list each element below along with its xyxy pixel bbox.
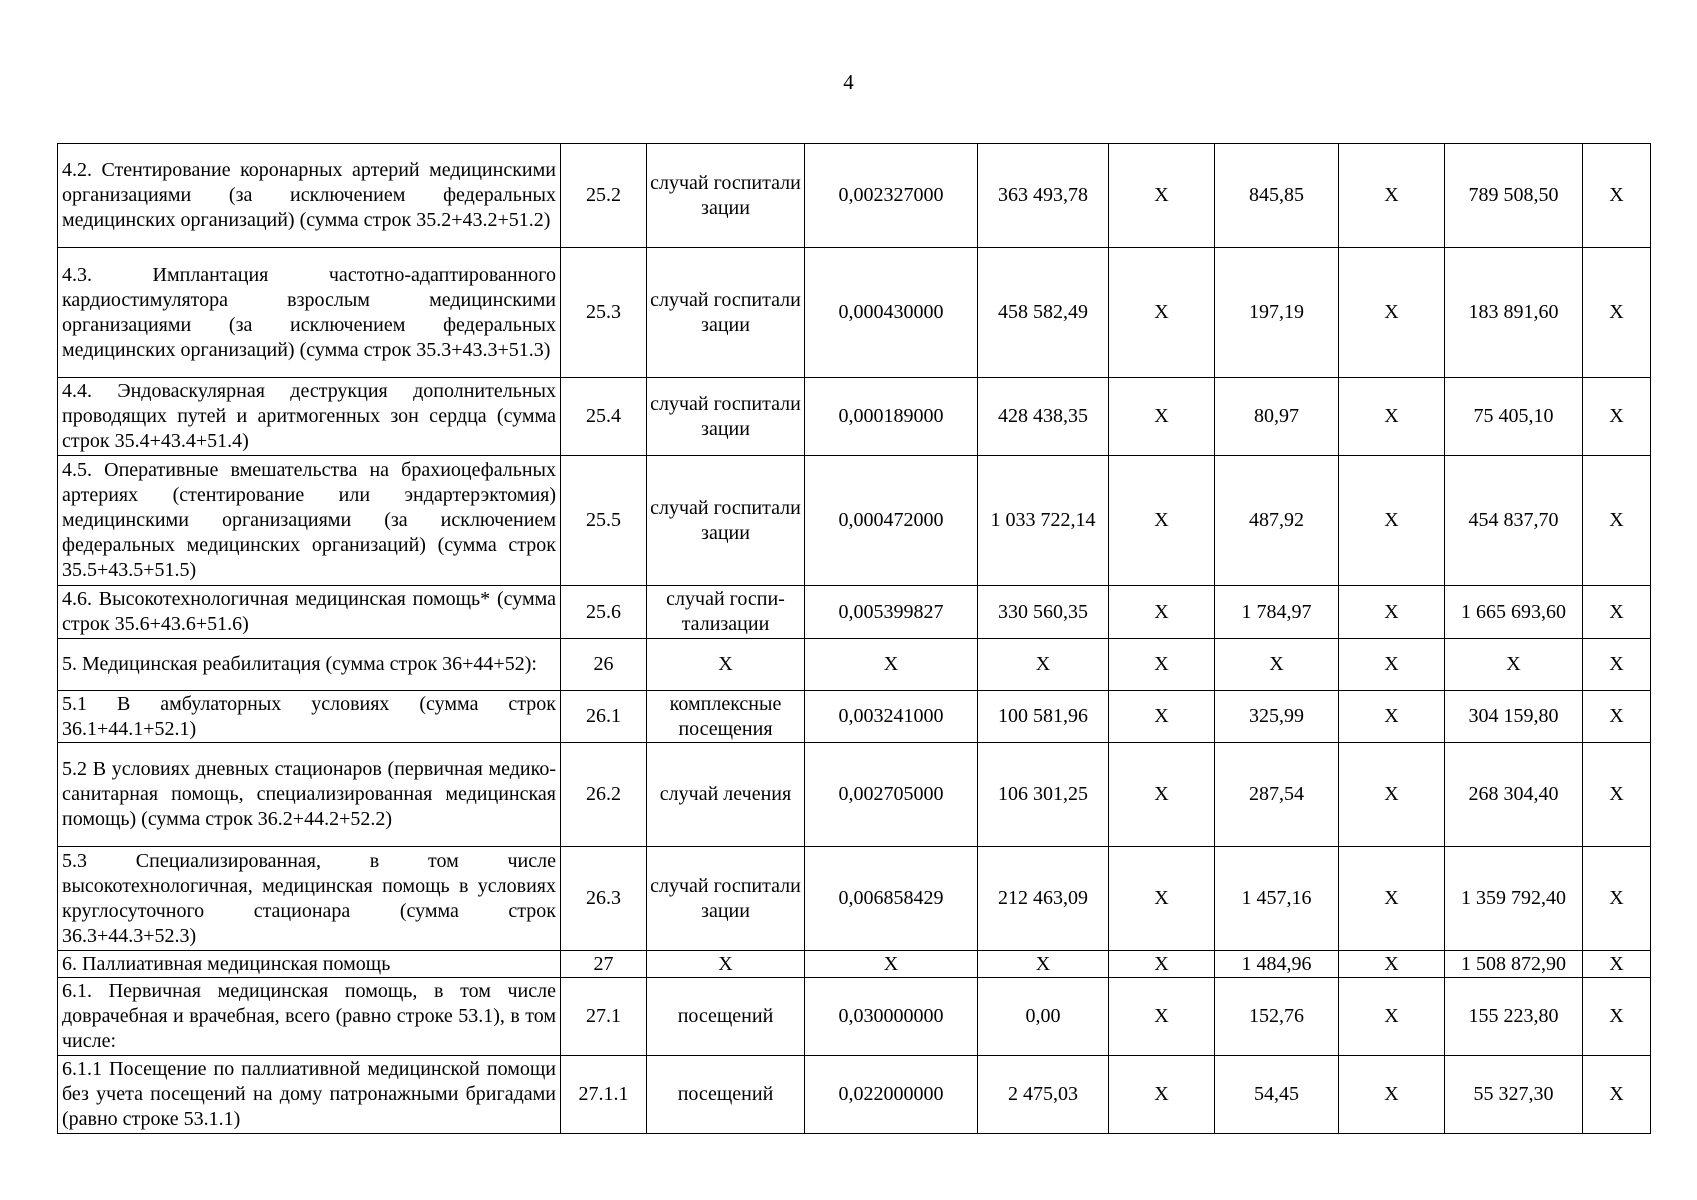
- row-col7: 325,99: [1215, 691, 1339, 743]
- row-cost: 458 582,49: [978, 248, 1109, 378]
- row-unit: комплексные посещения: [647, 691, 805, 743]
- row-col9: 155 223,80: [1445, 978, 1583, 1056]
- row-cost: 428 438,35: [978, 378, 1109, 456]
- row-volume: 0,000189000: [805, 378, 978, 456]
- row-name: 4.4. Эндоваскулярная деструкция дополнительных проводящих путей и аритмогенных зон сердца (сумма строк 35.4+43.4+51.4): [58, 378, 561, 456]
- row-name: 5.1 В амбулаторных условиях (сумма строк 36.1+44.1+52.1): [58, 691, 561, 743]
- row-line-number: 25.5: [561, 456, 647, 586]
- row-name: 4.3. Имплантация частотно-адаптированного кардиостимулятора взрослым медицинскими организациями (за исключением федеральных медицинских организаций) (сумма строк 35.3+43.3+51.3): [58, 248, 561, 378]
- row-line-number: 27: [561, 951, 647, 978]
- table-row: [58, 978, 1651, 1056]
- row-col10: X: [1583, 144, 1651, 248]
- row-col7: 1 784,97: [1215, 586, 1339, 639]
- row-col9: 268 304,40: [1445, 743, 1583, 847]
- row-volume: X: [805, 639, 978, 691]
- row-cost: 100 581,96: [978, 691, 1109, 743]
- row-col7: X: [1215, 639, 1339, 691]
- row-cost: X: [978, 951, 1109, 978]
- row-col10: X: [1583, 978, 1651, 1056]
- row-line-number: 26.3: [561, 847, 647, 951]
- row-col10: X: [1583, 1056, 1651, 1134]
- row-col8: X: [1339, 639, 1445, 691]
- row-name: 5. Медицинская реабилитация (сумма строк 36+44+52):: [58, 639, 561, 691]
- row-cost: 2 475,03: [978, 1056, 1109, 1134]
- row-col6: X: [1109, 586, 1215, 639]
- row-col10: X: [1583, 639, 1651, 691]
- row-cost: 1 033 722,14: [978, 456, 1109, 586]
- row-line-number: 27.1: [561, 978, 647, 1056]
- row-col10: X: [1583, 456, 1651, 586]
- row-name: 5.3 Специализированная, в том числе высокотехнологичная, медицинская помощь в условиях круглосуточного стационара (сумма строк 36.3+44.3+52.3): [58, 847, 561, 951]
- row-col9: 454 837,70: [1445, 456, 1583, 586]
- row-col8: X: [1339, 978, 1445, 1056]
- row-volume: 0,005399827: [805, 586, 978, 639]
- row-col7: 487,92: [1215, 456, 1339, 586]
- row-col7: 152,76: [1215, 978, 1339, 1056]
- row-volume: 0,002705000: [805, 743, 978, 847]
- row-col6: X: [1109, 743, 1215, 847]
- row-volume: 0,002327000: [805, 144, 978, 248]
- row-col10: X: [1583, 951, 1651, 978]
- row-volume: 0,022000000: [805, 1056, 978, 1134]
- row-col7: 1 484,96: [1215, 951, 1339, 978]
- row-col8: X: [1339, 743, 1445, 847]
- row-volume: X: [805, 951, 978, 978]
- row-line-number: 25.3: [561, 248, 647, 378]
- row-cost: 330 560,35: [978, 586, 1109, 639]
- table-row: [58, 743, 1651, 847]
- row-unit: случай госпи- тализации: [647, 586, 805, 639]
- row-col8: X: [1339, 144, 1445, 248]
- row-volume: 0,006858429: [805, 847, 978, 951]
- row-line-number: 25.2: [561, 144, 647, 248]
- row-col10: X: [1583, 847, 1651, 951]
- row-name: 4.6. Высокотехнологичная медицинская помощь* (сумма строк 35.6+43.6+51.6): [58, 586, 561, 639]
- row-col8: X: [1339, 951, 1445, 978]
- table-row: [58, 951, 1651, 978]
- row-col8: X: [1339, 456, 1445, 586]
- row-line-number: 25.4: [561, 378, 647, 456]
- data-table: [57, 143, 1651, 1134]
- table-row: [58, 586, 1651, 639]
- row-name: 4.2. Стентирование коронарных артерий медицинскими организациями (за исключением федеральных медицинских организаций) (сумма строк 35.2+43.2+51.2): [58, 144, 561, 248]
- row-cost: 0,00: [978, 978, 1109, 1056]
- row-unit: посещений: [647, 1056, 805, 1134]
- page-number: 4: [843, 70, 854, 94]
- row-col9: 304 159,80: [1445, 691, 1583, 743]
- row-col6: X: [1109, 978, 1215, 1056]
- row-col6: X: [1109, 847, 1215, 951]
- row-name: 5.2 В условиях дневных стационаров (первичная медико-санитарная помощь, специализированная медицинская помощь) (сумма строк 36.2+44.2+52.2): [58, 743, 561, 847]
- row-unit: случай госпитали зации: [647, 847, 805, 951]
- row-col9: 75 405,10: [1445, 378, 1583, 456]
- row-name: 6.1.1 Посещение по паллиативной медицинской помощи без учета посещений на дому патронажными бригадами (равно строке 53.1.1): [58, 1056, 561, 1134]
- row-cost: 212 463,09: [978, 847, 1109, 951]
- row-volume: 0,030000000: [805, 978, 978, 1056]
- row-unit: случай госпитали зации: [647, 248, 805, 378]
- row-name: 6. Паллиативная медицинская помощь: [58, 951, 561, 978]
- row-line-number: 26.1: [561, 691, 647, 743]
- row-unit: случай лечения: [647, 743, 805, 847]
- row-unit: X: [647, 639, 805, 691]
- row-col9: 1 359 792,40: [1445, 847, 1583, 951]
- row-line-number: 25.6: [561, 586, 647, 639]
- row-name: 4.5. Оперативные вмешательства на брахиоцефальных артериях (стентирование или эндартерэктомия) медицинскими организациями (за исключением федеральных медицинских организаций) (сумма строк 35.5+43.5+51.5): [58, 456, 561, 586]
- row-col7: 845,85: [1215, 144, 1339, 248]
- row-line-number: 26.2: [561, 743, 647, 847]
- row-cost: X: [978, 639, 1109, 691]
- table-row: [58, 639, 1651, 691]
- row-unit: случай госпитали зации: [647, 144, 805, 248]
- table-row: [58, 847, 1651, 951]
- table-row: [58, 456, 1651, 586]
- row-col7: 1 457,16: [1215, 847, 1339, 951]
- table-row: [58, 248, 1651, 378]
- row-col7: 54,45: [1215, 1056, 1339, 1134]
- row-col10: X: [1583, 378, 1651, 456]
- table-row: [58, 1056, 1651, 1134]
- row-line-number: 26: [561, 639, 647, 691]
- row-cost: 363 493,78: [978, 144, 1109, 248]
- row-col9: X: [1445, 639, 1583, 691]
- row-col6: X: [1109, 144, 1215, 248]
- row-col7: 197,19: [1215, 248, 1339, 378]
- row-unit: случай госпитали зации: [647, 378, 805, 456]
- row-col9: 1 665 693,60: [1445, 586, 1583, 639]
- table-row: [58, 691, 1651, 743]
- row-col8: X: [1339, 248, 1445, 378]
- row-col6: X: [1109, 639, 1215, 691]
- row-volume: 0,003241000: [805, 691, 978, 743]
- row-col8: X: [1339, 691, 1445, 743]
- row-name: 6.1. Первичная медицинская помощь, в том числе доврачебная и врачебная, всего (равно строке 53.1), в том числе:: [58, 978, 561, 1056]
- table-body: [58, 144, 1651, 1134]
- table-row: [58, 378, 1651, 456]
- row-line-number: 27.1.1: [561, 1056, 647, 1134]
- row-cost: 106 301,25: [978, 743, 1109, 847]
- table-row: [58, 144, 1651, 248]
- row-col8: X: [1339, 847, 1445, 951]
- row-col10: X: [1583, 586, 1651, 639]
- row-unit: посещений: [647, 978, 805, 1056]
- row-col7: 287,54: [1215, 743, 1339, 847]
- row-col7: 80,97: [1215, 378, 1339, 456]
- row-col6: X: [1109, 248, 1215, 378]
- row-col8: X: [1339, 378, 1445, 456]
- row-col8: X: [1339, 1056, 1445, 1134]
- row-col9: 183 891,60: [1445, 248, 1583, 378]
- row-col9: 1 508 872,90: [1445, 951, 1583, 978]
- row-col9: 789 508,50: [1445, 144, 1583, 248]
- row-col6: X: [1109, 1056, 1215, 1134]
- row-col9: 55 327,30: [1445, 1056, 1583, 1134]
- row-col8: X: [1339, 586, 1445, 639]
- row-col10: X: [1583, 691, 1651, 743]
- row-col6: X: [1109, 691, 1215, 743]
- row-col6: X: [1109, 951, 1215, 978]
- row-col6: X: [1109, 378, 1215, 456]
- row-unit: случай госпитали зации: [647, 456, 805, 586]
- row-col10: X: [1583, 743, 1651, 847]
- row-col10: X: [1583, 248, 1651, 378]
- row-volume: 0,000430000: [805, 248, 978, 378]
- row-volume: 0,000472000: [805, 456, 978, 586]
- row-col6: X: [1109, 456, 1215, 586]
- row-unit: X: [647, 951, 805, 978]
